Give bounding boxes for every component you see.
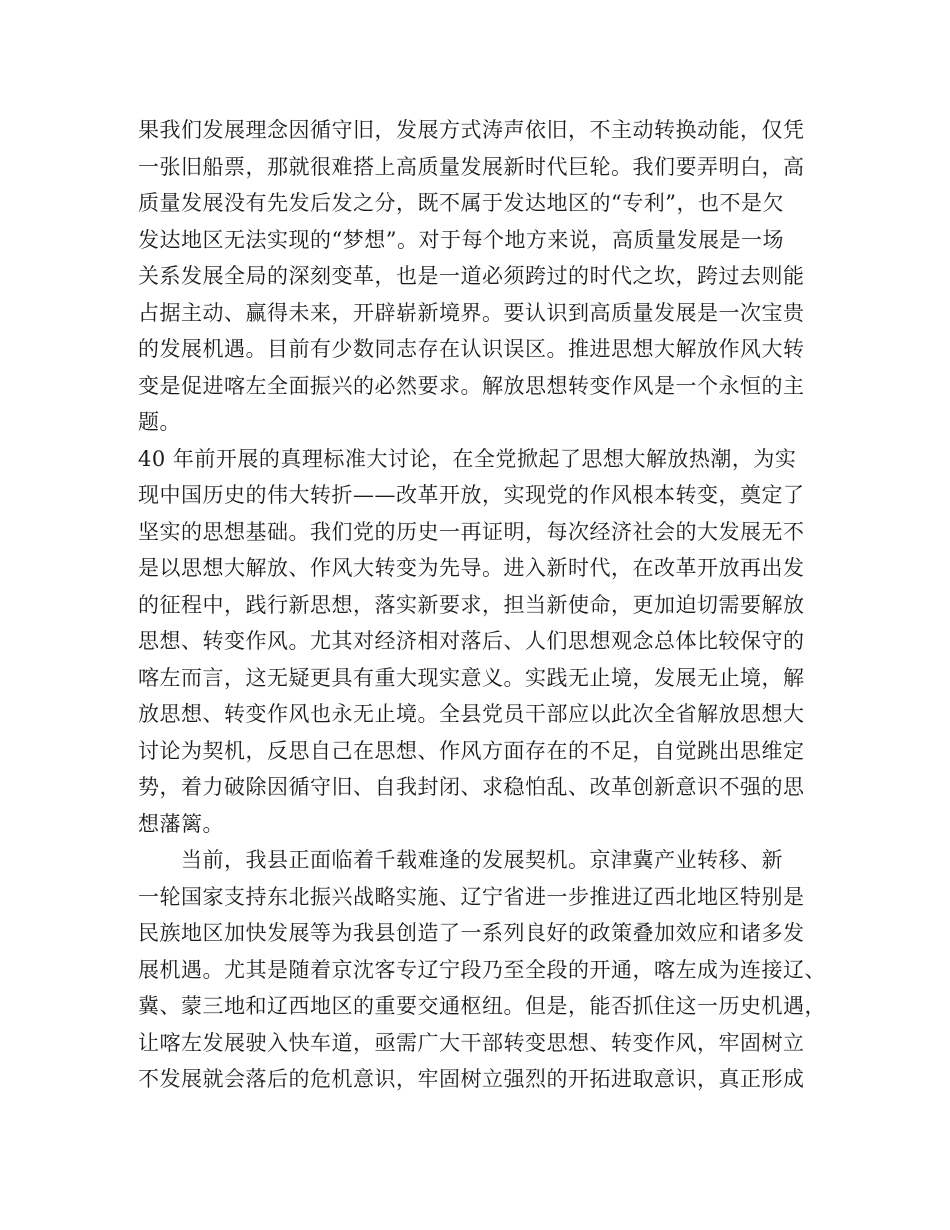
text-line: 关系发展全局的深刻变革，也是一道必须跨过的时代之坎，跨过去则能 [138,264,805,288]
text-line: 思想、转变作风。尤其对经济相对落后、人们思想观念总体比较保守的 [138,629,805,653]
text-line: 占据主动、赢得未来，开辟崭新境界。要认识到高质量发展是一次宝贵 [138,300,805,325]
text-line: 现中国历史的伟大转折——改革开放，实现党的作风根本转变，奠定了 [138,483,805,507]
text-line: 讨论为契机，反思自己在思想、作风方面存在的不足，自觉跳出思维定 [138,738,805,763]
text-line: 冀、蒙三地和辽西地区的重要交通枢纽。但是，能否抓住这一历史机遇， [138,994,826,1018]
text-line: 一张旧船票，那就很难搭上高质量发展新时代巨轮。我们要弄明白，高 [138,154,805,179]
text-line: 放思想、转变作风也永无止境。全县党员干部应以此次全省解放思想大 [138,702,805,726]
paragraph [138,441,818,843]
text-line: 质量发展没有先发后发之分，既不属于发达地区的“专利”，也不是欠 [138,191,784,215]
text-line: 变是促进喀左全面振兴的必然要求。解放思想转变作风是一个永恒的主 [138,373,805,398]
text-line: 是以思想大解放、作风大转变为先导。进入新时代，在改革开放再出发 [138,556,805,580]
text-line: 一轮国家支持东北振兴战略实施、辽宁省进一步推进辽西北地区特别是 [138,884,805,909]
text-line: 势，着力破除因循守旧、自我封闭、求稳怕乱、改革创新意识不强的思 [138,775,805,799]
paragraph [138,112,818,441]
text-line: 发达地区无法实现的“梦想”。对于每个地方来说，高质量发展是一场 [138,227,784,252]
text-line: 喀左而言，这无疑更具有重大现实意义。实践无止境，发展无止境，解 [138,665,805,690]
text-line: 展机遇。尤其是随着京沈客专辽宁段乃至全段的开通，喀左成为连接辽、 [138,957,826,982]
text-line: 题。 [138,410,181,434]
text-line: 坚实的思想基础。我们党的历史一再证明，每次经济社会的大发展无不 [138,519,805,544]
text-line: 让喀左发展驶入快车道，亟需广大干部转变思想、转变作风，牢固树立 [138,1030,805,1055]
paragraph [138,842,826,1098]
text-line: 40 年前开展的真理标准大讨论，在全党掀起了思想大解放热潮，为实 [138,446,797,471]
text-line: 的征程中，践行新思想，落实新要求，担当新使命，更加迫切需要解放 [138,592,805,617]
text-line: 当前，我县正面临着千载难逢的发展契机。京津冀产业转移、新 [138,848,783,872]
document-body [138,112,826,1098]
text-line: 果我们发展理念因循守旧，发展方式涛声依旧，不主动转换动能，仅凭 [138,118,805,142]
text-line: 不发展就会落后的危机意识，牢固树立强烈的开拓进取意识，真正形成 [138,1067,805,1091]
text-line: 的发展机遇。目前有少数同志存在认识误区。推进思想大解放作风大转 [138,337,805,361]
text-line: 想藩篱。 [138,811,224,836]
text-line: 民族地区加快发展等为我县创造了一系列良好的政策叠加效应和诸多发 [138,921,805,945]
